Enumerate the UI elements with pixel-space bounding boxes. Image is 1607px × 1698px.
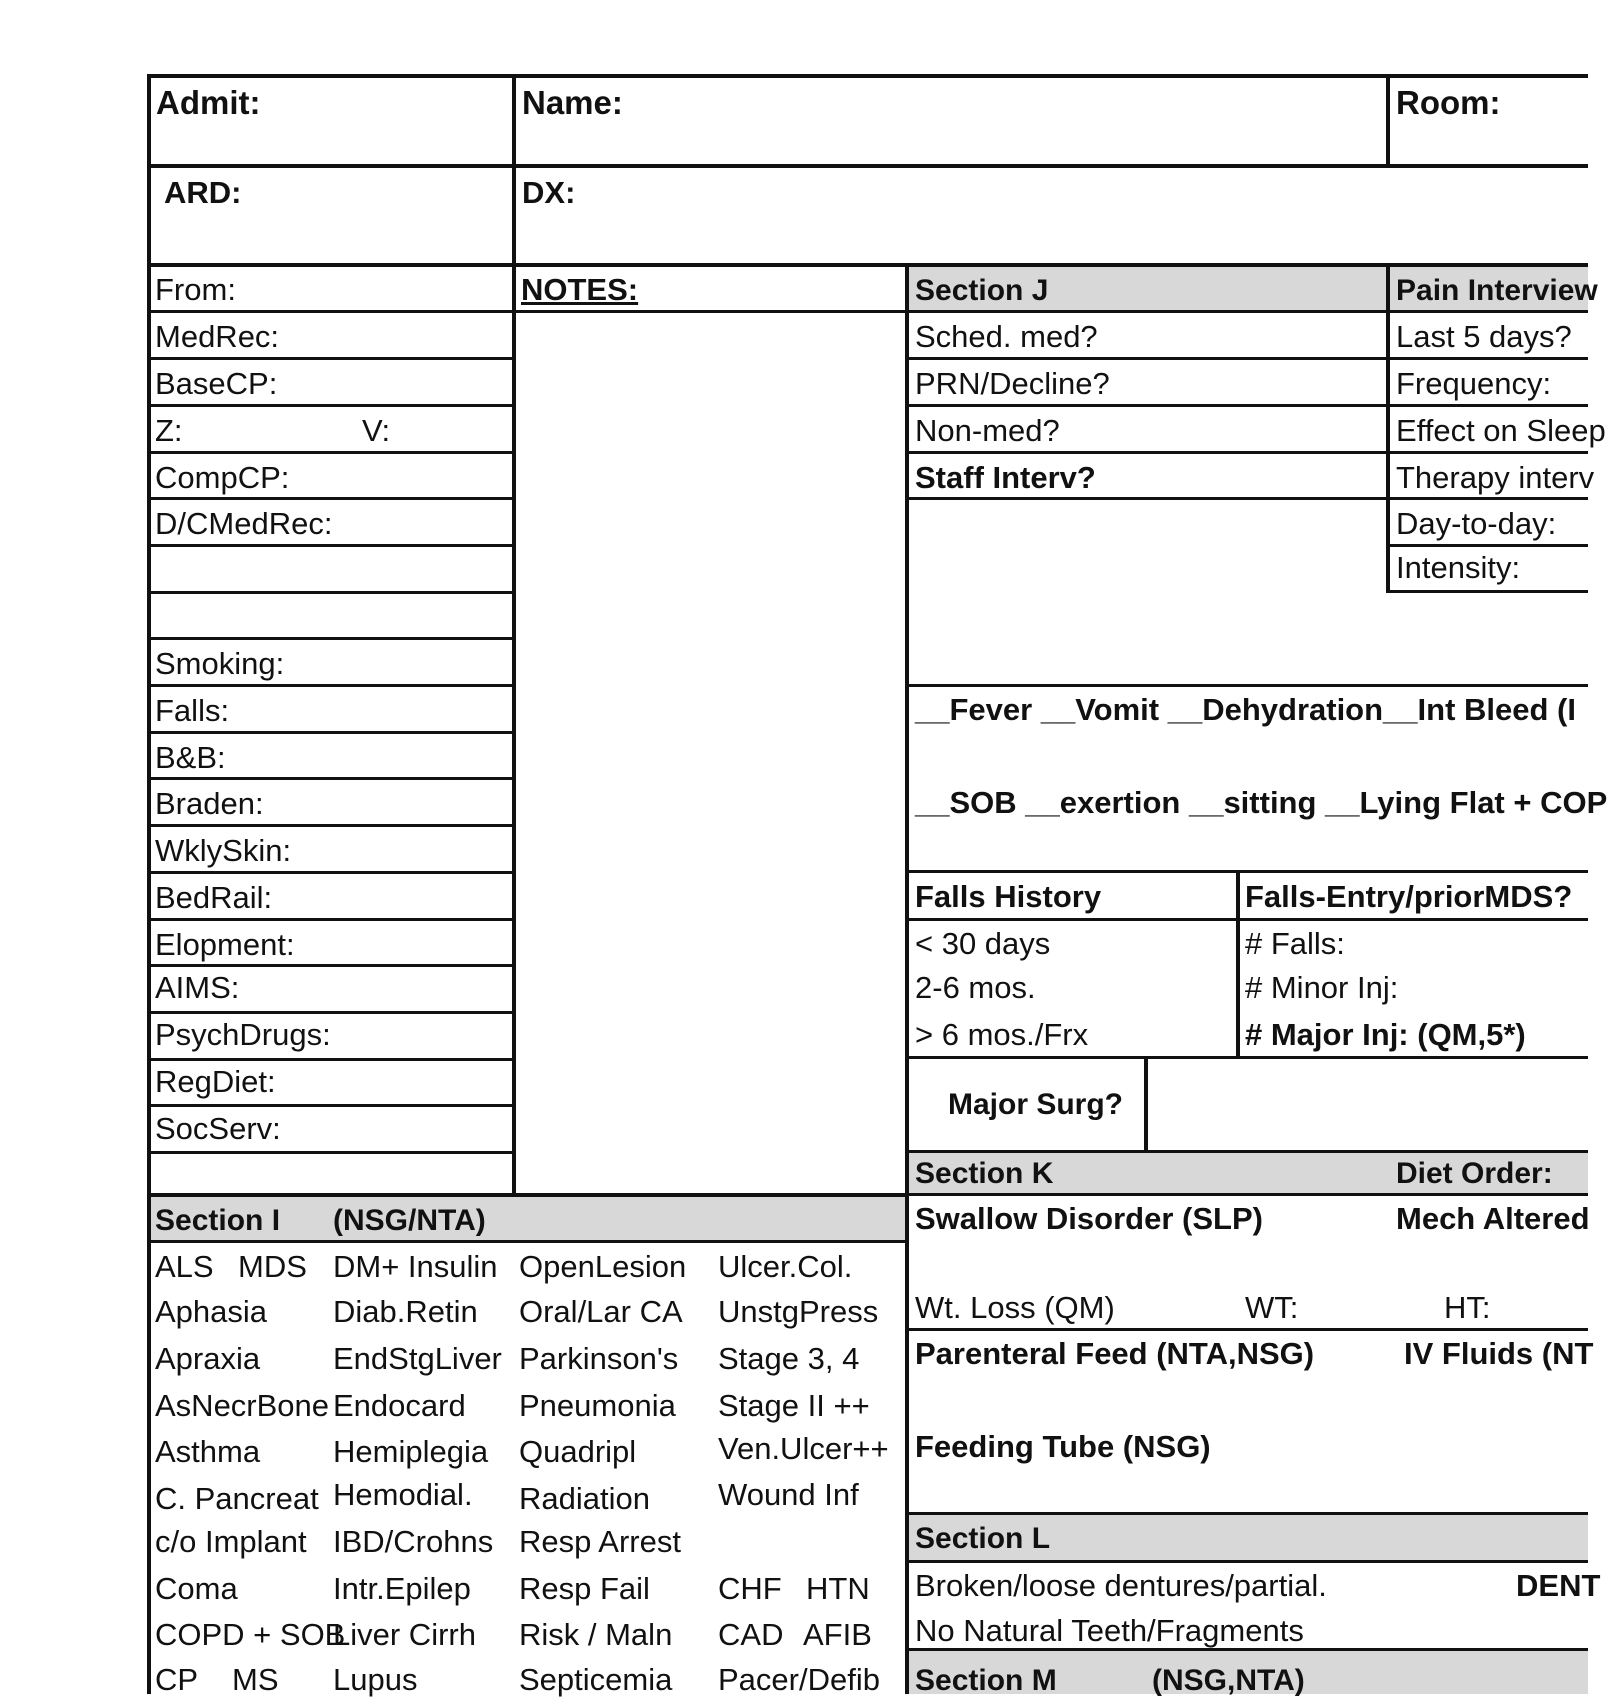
dx-asnecrbone: AsNecrBone (155, 1388, 330, 1423)
non-med: Non-med? (915, 413, 1060, 448)
divider (1386, 74, 1390, 167)
divider (147, 1011, 516, 1014)
wklyskin-field: WklySkin: (155, 833, 292, 868)
dx-hemodial: Hemodial. (333, 1477, 473, 1512)
pain-intensity: Intensity: (1396, 550, 1521, 585)
dx-resp-fail: Resp Fail (519, 1571, 650, 1606)
elopment-field: Elopment: (155, 927, 295, 962)
divider (147, 451, 516, 454)
v-field: V: (362, 413, 391, 448)
smoking-field: Smoking: (155, 646, 285, 681)
sob-line: __SOB __exertion __sitting __Lying Flat + COP (915, 785, 1607, 820)
admit-label: Admit: (156, 84, 261, 121)
divider (905, 263, 909, 1694)
divider (147, 871, 516, 874)
section-m-sub: (NSG,NTA) (1152, 1664, 1305, 1697)
divider (905, 684, 1588, 687)
divider (147, 591, 516, 594)
bb-field: B&B: (155, 740, 226, 775)
falls-count: # Falls: (1245, 926, 1345, 961)
dx-chf: CHF (718, 1571, 782, 1606)
dx-unstgpress: UnstgPress (718, 1294, 879, 1329)
dx-copd: COPD + SOB (155, 1617, 346, 1652)
divider (905, 404, 1588, 407)
dx-radiation: Radiation (519, 1481, 650, 1516)
divider (147, 1240, 908, 1243)
divider (147, 1104, 516, 1107)
divider (905, 1193, 1588, 1196)
name-label: Name: (522, 84, 623, 121)
dx-risk-maln: Risk / Maln (519, 1617, 673, 1652)
dx-ulcer-col: Ulcer.Col. (718, 1249, 853, 1284)
dx-pneumonia: Pneumonia (519, 1388, 676, 1423)
no-natural-teeth: No Natural Teeth/Fragments (915, 1613, 1304, 1648)
dx-intr-epilep: Intr.Epilep (333, 1571, 471, 1606)
compcp-field: CompCP: (155, 460, 290, 495)
section-k-title: Section K (915, 1157, 1054, 1190)
divider (147, 918, 516, 921)
falls-lt30: < 30 days (915, 926, 1051, 961)
dx-mds: MDS (238, 1249, 307, 1284)
psychdrugs-field: PsychDrugs: (155, 1017, 331, 1052)
divider (147, 357, 516, 360)
minor-inj: # Minor Inj: (1245, 970, 1399, 1005)
divider (147, 544, 516, 547)
dx-hemiplegia: Hemiplegia (333, 1434, 489, 1469)
frame-left (147, 74, 151, 1694)
falls-gt6: > 6 mos./Frx (915, 1017, 1089, 1052)
falls-2-6: 2-6 mos. (915, 970, 1036, 1005)
dx-ibd-crohns: IBD/Crohns (333, 1524, 494, 1559)
divider (147, 1058, 516, 1061)
pain-therapy: Therapy interv (1396, 460, 1595, 495)
dx-ven-ulcer: Ven.Ulcer++ (718, 1431, 889, 1466)
divider (905, 918, 1588, 921)
feeding-tube: Feeding Tube (NSG) (915, 1429, 1211, 1464)
dx-pacer-defib: Pacer/Defib (718, 1662, 880, 1697)
wt-loss: Wt. Loss (QM) (915, 1290, 1115, 1325)
pain-day-to-day: Day-to-day: (1396, 506, 1557, 541)
fever-line: __Fever __Vomit __Dehydration__Int Bleed (I (915, 692, 1576, 727)
falls-field: Falls: (155, 693, 230, 728)
divider (147, 1151, 516, 1154)
dx-resp-arrest: Resp Arrest (519, 1524, 681, 1559)
divider (147, 777, 516, 780)
ht-label: HT: (1444, 1290, 1491, 1325)
major-inj: # Major Inj: (QM,5*) (1245, 1017, 1526, 1052)
room-label: Room: (1396, 84, 1501, 121)
divider (905, 357, 1588, 360)
divider (147, 684, 516, 687)
dx-stage-3-4: Stage 3, 4 (718, 1341, 860, 1376)
divider (905, 497, 1588, 500)
dx-ms: MS (232, 1662, 279, 1697)
falls-entry-title: Falls-Entry/priorMDS? (1245, 879, 1573, 914)
swallow-disorder: Swallow Disorder (SLP) (915, 1201, 1263, 1236)
basecp-field: BaseCP: (155, 366, 278, 401)
notes-label: NOTES: (521, 272, 639, 307)
divider (905, 1056, 1588, 1059)
section-m-title: Section M (915, 1664, 1057, 1697)
divider (1386, 544, 1588, 547)
from-field: From: (155, 272, 236, 307)
dx-openlesion: OpenLesion (519, 1249, 687, 1284)
divider (147, 404, 516, 407)
prn-decline: PRN/Decline? (915, 366, 1110, 401)
dx-dm-insulin: DM+ Insulin (333, 1249, 498, 1284)
parenteral-feed: Parenteral Feed (NTA,NSG) (915, 1336, 1315, 1371)
dx-als: ALS (155, 1249, 214, 1284)
dx-septicemia: Septicemia (519, 1662, 673, 1697)
dx-quadripl: Quadripl (519, 1434, 637, 1469)
divider (147, 824, 516, 827)
dx-afib: AFIB (803, 1617, 872, 1652)
diet-order: Diet Order: (1396, 1157, 1553, 1190)
dent-label: DENT (1516, 1568, 1601, 1603)
sched-med: Sched. med? (915, 319, 1098, 354)
divider (512, 310, 908, 313)
divider (512, 74, 516, 1194)
section-l-title: Section L (915, 1522, 1051, 1555)
divider (1144, 1058, 1148, 1152)
z-field: Z: (155, 413, 183, 448)
mech-altered: Mech Altered (1396, 1201, 1590, 1236)
dx-cad: CAD (718, 1617, 784, 1652)
divider (905, 1560, 1588, 1563)
divider (905, 310, 1588, 313)
dx-cp: CP (155, 1662, 199, 1697)
socserv-field: SocServ: (155, 1111, 281, 1146)
dx-endocard: Endocard (333, 1388, 466, 1423)
divider (1386, 590, 1588, 593)
broken-dentures: Broken/loose dentures/partial. (915, 1568, 1327, 1603)
pain-sleep: Effect on Sleep (1396, 413, 1606, 448)
iv-fluids: IV Fluids (NT (1404, 1336, 1594, 1371)
major-surg: Major Surg? (948, 1088, 1124, 1121)
bedrail-field: BedRail: (155, 880, 273, 915)
dx-liver-cirrh: Liver Cirrh (333, 1617, 476, 1652)
dx-label: DX: (522, 175, 576, 210)
divider (905, 870, 1588, 873)
dx-parkinsons: Parkinson's (519, 1341, 679, 1376)
dx-apraxia: Apraxia (155, 1341, 261, 1376)
section-j-title: Section J (915, 274, 1049, 307)
divider (147, 637, 516, 640)
divider (147, 964, 516, 967)
dx-coma: Coma (155, 1571, 238, 1606)
dx-asthma: Asthma (155, 1434, 261, 1469)
wt-label: WT: (1245, 1290, 1299, 1325)
divider (147, 497, 516, 500)
braden-field: Braden: (155, 786, 264, 821)
section-i-title: Section I (155, 1204, 281, 1237)
divider (905, 1328, 1588, 1331)
medrec-field: MedRec: (155, 319, 280, 354)
section-i-sub: (NSG/NTA) (333, 1204, 486, 1237)
dx-co-implant: c/o Implant (155, 1524, 307, 1559)
dx-stage-ii: Stage II ++ (718, 1388, 870, 1423)
dx-oral-lar-ca: Oral/Lar CA (519, 1294, 683, 1329)
dx-c-pancreat: C. Pancreat (155, 1481, 319, 1516)
pain-last5: Last 5 days? (1396, 319, 1572, 354)
pain-interview-title: Pain Interview (1396, 274, 1598, 307)
falls-history-title: Falls History (915, 879, 1102, 914)
divider (147, 164, 1588, 168)
staff-interv: Staff Interv? (915, 460, 1096, 495)
dx-htn: HTN (806, 1571, 870, 1606)
regdiet-field: RegDiet: (155, 1064, 276, 1099)
dx-wound-inf: Wound Inf (718, 1477, 859, 1512)
dx-aphasia: Aphasia (155, 1294, 268, 1329)
dx-endstgliver: EndStgLiver (333, 1341, 502, 1376)
divider (1236, 870, 1240, 1058)
divider (147, 731, 516, 734)
ard-label: ARD: (164, 175, 242, 210)
divider (147, 310, 516, 313)
dx-diab-retin: Diab.Retin (333, 1294, 478, 1329)
divider (905, 451, 1588, 454)
aims-field: AIMS: (155, 970, 240, 1005)
dx-lupus: Lupus (333, 1662, 418, 1697)
pain-frequency: Frequency: (1396, 366, 1552, 401)
frame-top (147, 74, 1588, 78)
dcmedrec-field: D/CMedRec: (155, 506, 333, 541)
